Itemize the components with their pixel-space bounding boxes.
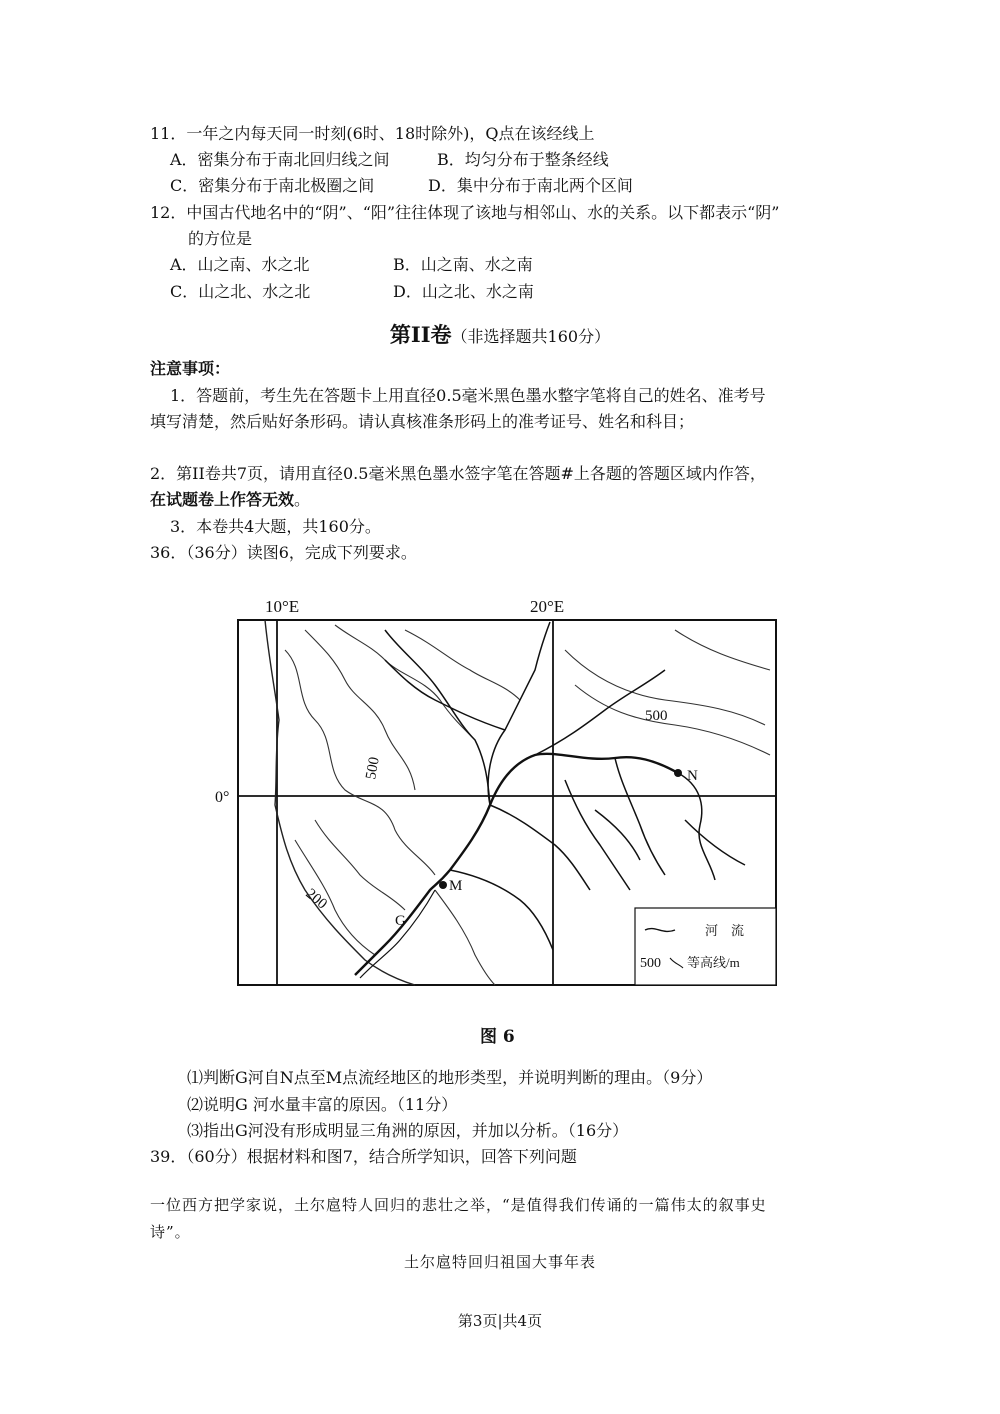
notice-item2-text: 2．第II卷共7页，请用直径0.5毫米黑色墨水签字笔在答题#上各题的答题区域内作答，: [150, 464, 766, 483]
notice-item1-line2: 填写清楚，然后贴好条形码。请认真核准条形码上的准考证号、姓名和科目；: [150, 412, 695, 431]
q11-option-a: A．密集分布于南北回归线之间: [170, 150, 390, 169]
notice-heading: 注意事项：: [150, 359, 231, 378]
figure6-map: [215, 590, 795, 995]
lat-label-equator: 0°: [215, 789, 230, 806]
contour-500-label-a: 500: [645, 708, 668, 724]
q36-sub2: ⑵说明G 河水量丰富的原因。（11分）: [187, 1095, 458, 1114]
section2-title: 第II卷: [389, 322, 452, 347]
q39-material-line1: 一位西方把学家说，土尔扈特人回归的悲壮之举，“是值得我们传诵的一篇伟太的叙事史: [150, 1196, 767, 1214]
q39-material-line2: 诗”。: [150, 1223, 191, 1241]
coastline: [265, 620, 415, 985]
q11-option-b: B．均匀分布于整条经线: [437, 150, 609, 169]
section2-heading: [0, 319, 1000, 349]
page-footer: 第3页|共4页: [457, 1312, 543, 1330]
map-legend: [635, 908, 776, 985]
legend-river-label: 河 流: [705, 923, 745, 938]
contour-500-label-b: 500: [363, 755, 383, 781]
notice-item2-end: 。: [294, 490, 311, 509]
notice-item2-line2: [150, 489, 310, 511]
notice-item1-line1: 1．答题前，考生先在答题卡上用直径0.5毫米黑色墨水整字笔将自己的姓名、准考号: [170, 386, 766, 405]
q12-option-d: D．山之北、水之南: [393, 282, 534, 301]
lon-label-10e: 10°E: [265, 597, 300, 616]
q39-stem: 39．（60分）根据材料和图7，结合所学知识，回答下列问题: [150, 1147, 577, 1166]
notice-item2-bold: 在试题卷上作答无效: [150, 490, 295, 509]
q12-stem-line2: 的方位是: [188, 229, 253, 248]
point-m-marker: [439, 881, 447, 889]
q11-stem: 11．一年之内每天同一时刻(6时、18时除外)，Q点在该经线上: [150, 124, 595, 143]
point-m-label: M: [449, 878, 463, 894]
notice-item3: 3．本卷共4大题，共160分。: [170, 517, 381, 536]
notice-item2-line1: [150, 463, 766, 485]
q11-option-c: C．密集分布于南北极圈之间: [170, 176, 375, 195]
figure6-caption: 图 6: [480, 1027, 515, 1047]
point-n-label: N: [687, 768, 698, 784]
legend-contour-value: 500: [640, 956, 661, 971]
q39-table-title: 土尔扈特回归祖国大事年表: [403, 1253, 596, 1271]
point-n-marker: [674, 769, 682, 777]
legend-contour-label: 等高线/m: [687, 955, 740, 970]
q12-option-b: B．山之南、水之南: [393, 255, 533, 274]
section2-subtitle: （非选择题共160分）: [451, 327, 611, 346]
q12-option-c: C．山之北、水之北: [170, 282, 311, 301]
river-g-label: G: [395, 913, 406, 929]
contour-200-label: 200: [302, 885, 330, 913]
q12-option-a: A．山之南、水之北: [170, 255, 310, 274]
q36-stem: 36．（36分）读图6，完成下列要求。: [150, 543, 417, 562]
lon-label-20e: 20°E: [530, 597, 565, 616]
q36-sub3: ⑶指出G河没有形成明显三角洲的原因，并加以分析。（16分）: [187, 1121, 629, 1140]
q11-option-d: D．集中分布于南北两个区间: [428, 176, 633, 195]
q36-sub1: ⑴判断G河自N点至M点流经地区的地形类型，并说明判断的理由。（9分）: [187, 1068, 713, 1087]
q12-stem-line1: 12．中国古代地名中的“阴”、“阳”往往体现了该地与相邻山、水的关系。以下都表示“阴”: [150, 203, 780, 222]
